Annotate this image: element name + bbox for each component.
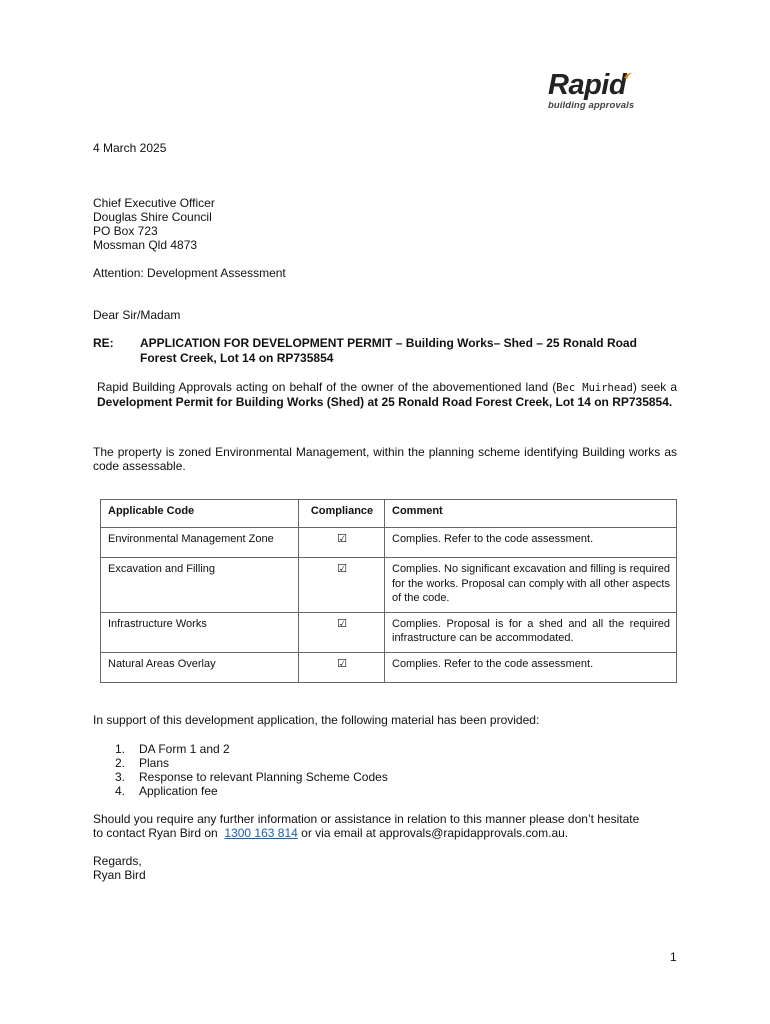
logo-wordmark: Rapid — [548, 69, 627, 101]
table-cell-compliance — [299, 558, 385, 613]
salutation: Dear Sir/Madam — [93, 308, 181, 322]
table-header-comment: Comment — [385, 500, 677, 528]
list-number: 4. — [115, 784, 126, 798]
list-item — [93, 742, 493, 756]
list-text: Plans — [139, 756, 170, 770]
re-subject-line1: APPLICATION FOR DEVELOPMENT PERMIT – Building Works– Shed – 25 Ronald Road — [140, 336, 637, 350]
table-cell-compliance — [299, 652, 385, 682]
intro-text: Rapid Building Approvals acting on behalf of the owner of the abovementioned land ( — [97, 380, 557, 394]
owner-name: Bec Muirhead — [556, 382, 633, 394]
list-item — [93, 784, 493, 798]
list-number: 2. — [115, 756, 126, 770]
signature-block — [93, 854, 146, 882]
company-logo — [548, 70, 638, 118]
table-cell-code: Infrastructure Works — [101, 612, 299, 652]
table-row — [101, 652, 677, 682]
intro-permit-text: Development Permit for Building Works (Shed) at 25 Ronald Road Forest Creek, Lot 14 on RP735854. — [97, 395, 673, 409]
logo-tagline: building approvals — [548, 100, 635, 111]
recipient-line: Chief Executive Officer — [93, 196, 215, 210]
closing-text: or via email at approvals@rapidapprovals.com.au. — [297, 826, 569, 840]
intro-text: ) seek a — [632, 380, 678, 394]
table-cell-code: Environmental Management Zone — [101, 528, 299, 558]
phone-link[interactable]: 1300 163 814 — [224, 826, 298, 840]
regards-text: Regards, — [93, 854, 142, 868]
list-text: DA Form 1 and 2 — [139, 742, 230, 756]
table-cell-compliance — [299, 528, 385, 558]
table-cell-comment: Complies. No significant excavation and filling is required for the works. Proposal can comply with all other aspects of the code. — [385, 558, 677, 613]
letter-date: 4 March 2025 — [93, 141, 167, 155]
list-item — [93, 756, 493, 770]
materials-list — [93, 742, 493, 798]
page-number: 1 — [670, 950, 677, 964]
table-row — [101, 528, 677, 558]
recipient-line: Douglas Shire Council — [93, 210, 212, 224]
recipient-line: PO Box 723 — [93, 224, 158, 238]
table-cell-code: Excavation and Filling — [101, 558, 299, 613]
table-row — [101, 558, 677, 613]
checkbox-checked-icon: ☑ — [337, 562, 347, 575]
list-number: 1. — [115, 742, 126, 756]
table-cell-compliance — [299, 612, 385, 652]
list-number: 3. — [115, 770, 126, 784]
applicable-codes-table — [100, 499, 677, 683]
intro-paragraph — [97, 380, 677, 409]
closing-line2 — [93, 826, 639, 840]
zoning-paragraph: The property is zoned Environmental Management, within the planning scheme identifying Building works as code assessable. — [93, 445, 677, 473]
list-item — [93, 770, 493, 784]
re-subject-line2: Forest Creek, Lot 14 on RP735854 — [140, 351, 334, 365]
closing-line1: Should you require any further information or assistance in relation to this manner please don’t hesitate — [93, 812, 640, 826]
checkbox-checked-icon: ☑ — [337, 532, 347, 545]
table-cell-comment: Complies. Refer to the code assessment. — [385, 528, 677, 558]
table-cell-code: Natural Areas Overlay — [101, 652, 299, 682]
closing-paragraph — [93, 812, 639, 840]
table-row — [101, 612, 677, 652]
table-cell-comment: Complies. Proposal is for a shed and all the required infrastructure can be accommodated. — [385, 612, 677, 652]
logo-swoosh-icon — [623, 72, 633, 80]
list-text: Application fee — [139, 784, 218, 798]
recipient-line: Mossman Qld 4873 — [93, 238, 198, 252]
checkbox-checked-icon: ☑ — [337, 616, 347, 630]
attention-line: Attention: Development Assessment — [93, 266, 286, 280]
closing-text: to contact Ryan Bird on — [93, 826, 225, 840]
checkbox-checked-icon: ☑ — [337, 656, 347, 670]
list-text: Response to relevant Planning Scheme Codes — [139, 770, 388, 784]
signoff-name: Ryan Bird — [93, 868, 146, 882]
support-intro: In support of this development application, the following material has been provided: — [93, 713, 540, 727]
recipient-address — [93, 196, 215, 252]
table-header-row — [101, 500, 677, 528]
table-header-compliance: Compliance — [299, 500, 385, 528]
table-cell-comment: Complies. Refer to the code assessment. — [385, 652, 677, 682]
re-label: RE: — [93, 336, 114, 350]
table-header-code: Applicable Code — [101, 500, 299, 528]
